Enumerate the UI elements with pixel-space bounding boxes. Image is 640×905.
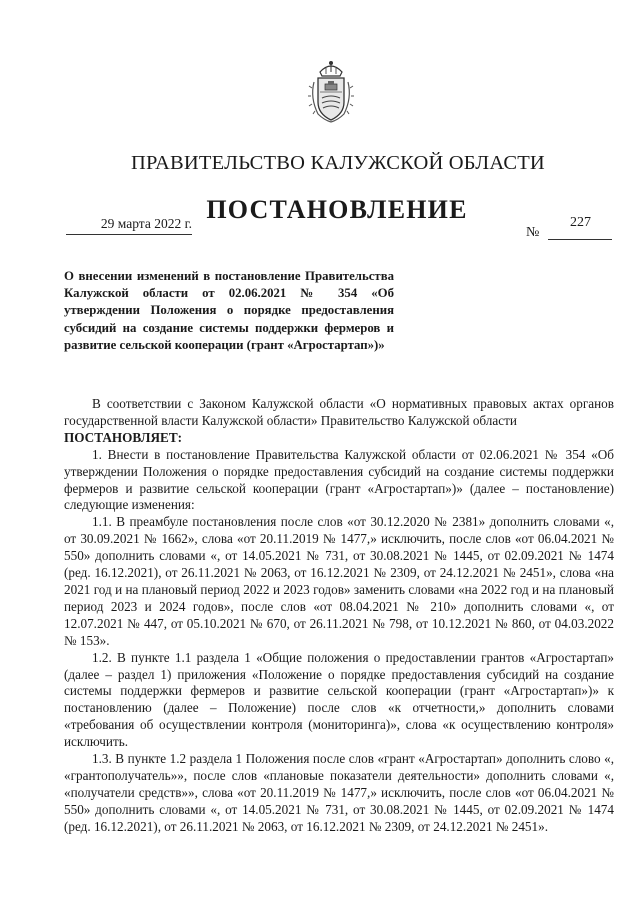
number-sign: № xyxy=(526,225,540,240)
number-underline xyxy=(548,239,612,240)
paragraph-1: 1. Внести в постановление Правительства Калужской области от 02.06.2021 № 354 «Об утверждении Положения о порядке предоставления субсидий на создание системы поддержки фермеров и развитие сельской кооперации (грант «Агростартап»)» (далее – постановление) следующие изменения: xyxy=(64,446,614,513)
document-number: 227 xyxy=(570,215,591,230)
decree-text: ПОСТАНОВЛЯЕТ: xyxy=(64,429,183,445)
document-body xyxy=(64,396,614,836)
paragraph-1-1: 1.1. В преамбуле постановления после слов «от 30.12.2020 № 2381» дополнить словами «, от 30.09.2021 № 1662», слова «от 20.11.2019 № 1477,» исключить, после слов «от 06.04.2021 № 550» дополнить словами «, от 14.05.2021 № 731, от 30.08.2021 № 1445, от 02.09.2021 № 1474 (ред. 16.12.2021), от 26.11.2021 № 2063, от 16.12.2021 № 2309, от 24.12.2021 № 2451», слова «на 2021 год и на плановый период 2022 и 2023 годов» заменить словами «на 2022 год и на плановый период 2023 и 2024 годов», после слов «от 08.04.2021 № 210» дополнить словами «, от 12.07.2021 № 447, от 05.10.2021 № 670, от 26.11.2021 № 798, от 10.12.2021 № 860, от 04.03.2022 № 153». xyxy=(64,514,614,648)
preamble-text: В соответствии с Законом Калужской области «О нормативных правовых актах органов государственной власти Калужской области» Правительство Калужской области xyxy=(64,396,614,428)
preamble-paragraph xyxy=(64,396,614,430)
paragraph-1-3: 1.3. В пункте 1.2 раздела 1 Положения после слов «грант «Агростартап» дополнить слово «, «грантополучатель»», после слов «плановые показатели деятельности» дополнить словами «, «получатели средств»», слова «от 20.11.2019 № 1477,» исключить, после слов «от 06.04.2021 № 550» дополнить словами «, от 14.05.2021 № 731, от 30.08.2021 № 1445, от 02.09.2021 № 1474 (ред. 16.12.2021), от 26.11.2021 № 2063, от 16.12.2021 № 2309, от 24.12.2021 № 2451». xyxy=(64,751,614,834)
decree-heading xyxy=(64,430,614,447)
coat-of-arms-icon xyxy=(306,58,356,124)
document-date: 29 марта 2022 г. xyxy=(66,216,192,235)
paragraph-1-2: 1.2. В пункте 1.1 раздела 1 «Общие положения о предоставлении грантов «Агростартап» (далее – раздел 1) приложения «Положение о порядке предоставления субсидий на создание системы поддержки фермеров и развитие сельской кооперации (грант «Агростартап»)» к постановлению (далее – Положение) после слов «к отчетности,» дополнить словами «требования об осуществлении контроля (мониторинга)», слова «к осуществлению контроля» исключить. xyxy=(64,649,614,750)
document-type: ПОСТАНОВЛЕНИЕ xyxy=(206,195,468,224)
organization-name: ПРАВИТЕЛЬСТВО КАЛУЖСКОЙ ОБЛАСТИ xyxy=(131,152,545,174)
document-subject: О внесении изменений в постановление Правительства Калужской области от 02.06.2021 № 354 «Об утверждении Положения о порядке предоставления субсидий на создание системы поддержки фермеров и развитие сельской кооперации (грант «Агростартап»)» xyxy=(64,269,394,352)
